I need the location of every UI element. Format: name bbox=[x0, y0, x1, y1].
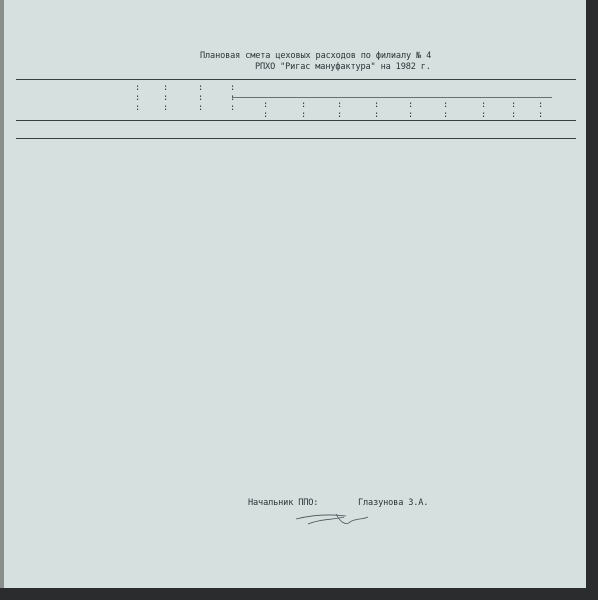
header-separator: : bbox=[337, 100, 343, 110]
header-separator: : bbox=[263, 110, 269, 120]
header-separator: : bbox=[230, 103, 236, 113]
header-separator: : bbox=[135, 83, 141, 93]
header-separator: : bbox=[538, 100, 544, 110]
scan-border-bottom bbox=[0, 588, 598, 600]
header-separator: : bbox=[198, 83, 204, 93]
signature-name: Глазунова З.А. bbox=[358, 498, 429, 508]
header-separator: : bbox=[135, 103, 141, 113]
header-separator: : bbox=[374, 100, 380, 110]
header-separator: : bbox=[163, 93, 169, 103]
header-separator: : bbox=[538, 110, 544, 120]
header-separator: : bbox=[163, 83, 169, 93]
header-separator: : bbox=[163, 103, 169, 113]
header-separator: : bbox=[230, 83, 236, 93]
header-separator: : bbox=[301, 100, 307, 110]
header-separator: : bbox=[408, 110, 414, 120]
header-separator: : bbox=[481, 100, 487, 110]
header-separator: : bbox=[481, 110, 487, 120]
header-separator: : bbox=[337, 110, 343, 120]
scan-border-right bbox=[586, 0, 598, 600]
title-line-2: РПХО "Ригас мануфактура" на 1982 г. bbox=[255, 62, 431, 72]
title-line-1: Плановая смета цеховых расходов по филиалу № 4 bbox=[200, 51, 432, 61]
header-separator: : bbox=[198, 103, 204, 113]
signature-role: Начальник ППО: bbox=[248, 498, 319, 508]
header-separator: : bbox=[408, 100, 414, 110]
header-separator: : bbox=[374, 110, 380, 120]
header-separator: : bbox=[511, 100, 517, 110]
header-separator: : bbox=[135, 93, 141, 103]
header-separator: : bbox=[443, 110, 449, 120]
header-separator: : bbox=[511, 110, 517, 120]
header-separator: : bbox=[263, 100, 269, 110]
header-separator: : bbox=[230, 93, 236, 103]
header-separator: : bbox=[301, 110, 307, 120]
header-separator: : bbox=[443, 100, 449, 110]
header-separator: : bbox=[198, 93, 204, 103]
